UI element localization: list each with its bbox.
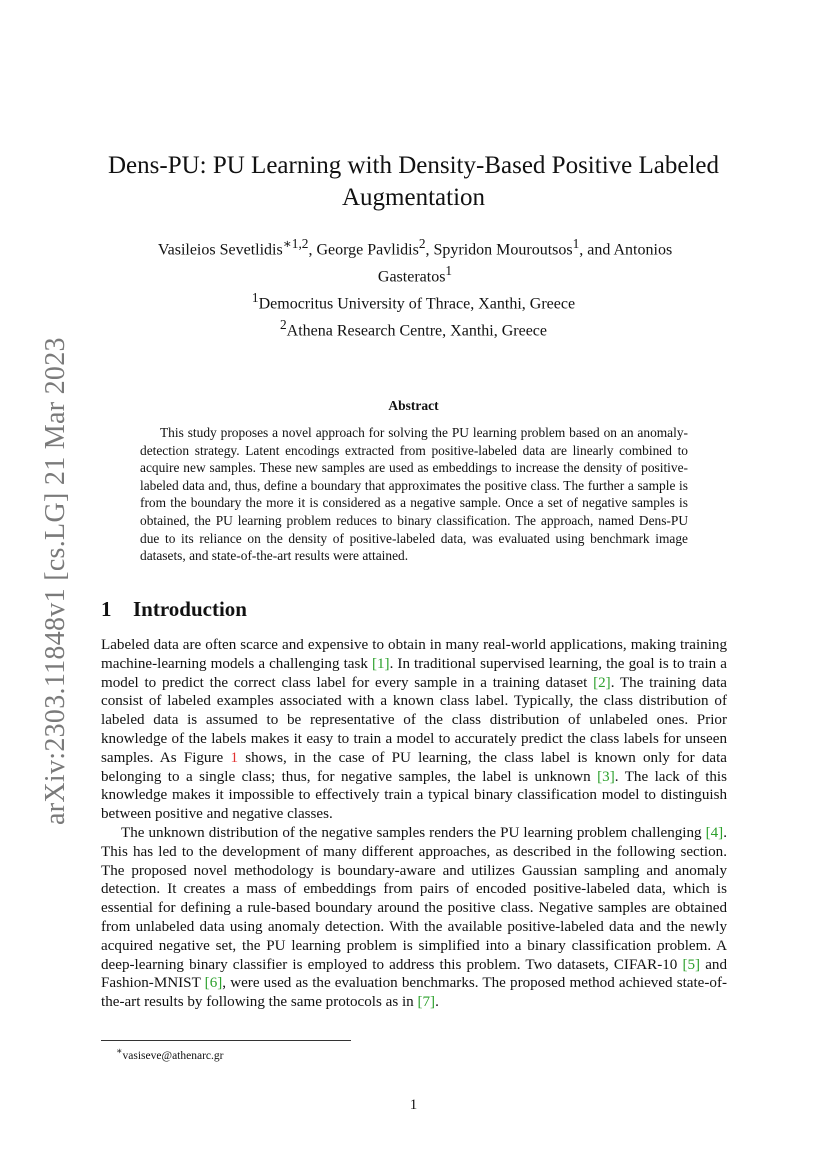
author-name: , and Antonios Gasteratos — [377, 241, 673, 286]
author-list — [120, 233, 710, 288]
footnote-divider — [101, 1040, 351, 1041]
citation-link[interactable]: [5] — [682, 956, 701, 973]
author-affil-mark: ∗1,2 — [282, 236, 309, 251]
citation-link[interactable]: [4] — [705, 824, 724, 841]
affiliations — [0, 287, 827, 342]
citation-link[interactable]: [3] — [597, 768, 615, 785]
footnote-email[interactable]: vasiseve@athenarc.gr — [122, 1049, 224, 1062]
arxiv-identifier: arXiv:2303.11848v1 [cs.LG] 21 Mar 2023 — [40, 337, 71, 825]
section-number: 1 — [101, 597, 112, 621]
abstract-heading: Abstract — [388, 398, 439, 413]
page-number: 1 — [409, 1097, 418, 1113]
paragraph: The unknown distribution of the negative samples renders the PU learning problem challenging [4]. This has led to the development of many different approaches, as described in the following section. The proposed novel methodology is boundary-aware and utilizes Gaussian sampling and anomaly detection. It creates a mass of embeddings from pairs of encoded positive-labeled data, which is essential for defining a rule-based boundary around the positive class. Negative samples are obtained from unlabeled data using anomaly detection. With the available positive-labeled data and the newly acquired negative set, the PU learning problem is simplified into a binary classification problem. A deep-learning binary classifier is employed to address this problem. Two datasets, CIFAR-10 [5] and Fashion-MNIST [6], were used as the evaluation benchmarks. The proposed method achieved state-of-the-art results by following the same protocols as in [7]. — [101, 824, 727, 1011]
introduction-body — [101, 636, 727, 1012]
title-line-2: Augmentation — [341, 184, 486, 211]
author-name: , Spyridon Mouroutsos — [425, 241, 573, 259]
author-affil-mark: 1 — [572, 236, 580, 251]
citation-link[interactable]: [7] — [417, 994, 436, 1011]
author-name: , George Pavlidis — [308, 241, 419, 259]
paragraph: Labeled data are often scarce and expensive to obtain in many real-world applications, making training machine-learning models a challenging task [1]. In traditional supervised learning, the goal is to train a model to predict the correct class label for every sample in a training dataset [2]. The training data consist of labeled examples associated with a known class label. Typically, the class distribution of labeled data is assumed to be representative of the class distribution of unlabeled ones. Prior knowledge of the labels makes it easy to train a model to accurately predict the class labels for unseen samples. As Figure 1 shows, in the case of PU learning, the class label is known only for data belonging to a single class; thus, for negative samples, the label is unknown [3]. The lack of this knowledge makes it impossible to effectively train a typical binary classification model to distinguish between positive and negative classes. — [101, 637, 727, 823]
author-affil-mark: 1 — [445, 263, 453, 279]
author-name: Vasileios Sevetlidis — [157, 241, 283, 259]
citation-link[interactable]: [2] — [593, 674, 611, 691]
arxiv-sidebar — [20, 337, 71, 825]
affiliation-2: $^2$Athena Research Centre, Xanthi, Greece — [280, 317, 547, 340]
footnote: ∗vasiseve@athenarc.gr — [116, 1046, 224, 1062]
paper-title — [0, 150, 827, 214]
citation-link[interactable]: [6] — [204, 975, 223, 992]
figure-reference-link[interactable]: 1 — [230, 749, 238, 766]
abstract-text: This study proposes a novel approach for solving the PU learning problem based on an anomaly-detection strategy. Latent encodings extracted from positive-labeled data are linearly combined to acquire new samples. These new samples are used as embeddings to increase the density of positive-labeled data and, thus, define a boundary that approximates the positive class. The further a sample is from the boundary the more it is considered as a negative sample. Once a set of negative samples is obtained, the PU learning problem reduces to binary classification. The approach, named Dens-PU due to its reliance on the density of positive-labeled data, was evaluated using benchmark image datasets, and state-of-the-art results were attained. — [140, 425, 688, 564]
section-heading — [101, 597, 247, 622]
title-line-1: Dens-PU: PU Learning with Density-Based Positive Labeled — [107, 152, 719, 179]
author-affil-mark: 2 — [418, 236, 426, 251]
section-title: Introduction — [133, 597, 247, 621]
affiliation-1: $^1$Democritus University of Thrace, Xanthi, Greece — [251, 290, 576, 313]
citation-link[interactable]: [1] — [371, 655, 390, 672]
